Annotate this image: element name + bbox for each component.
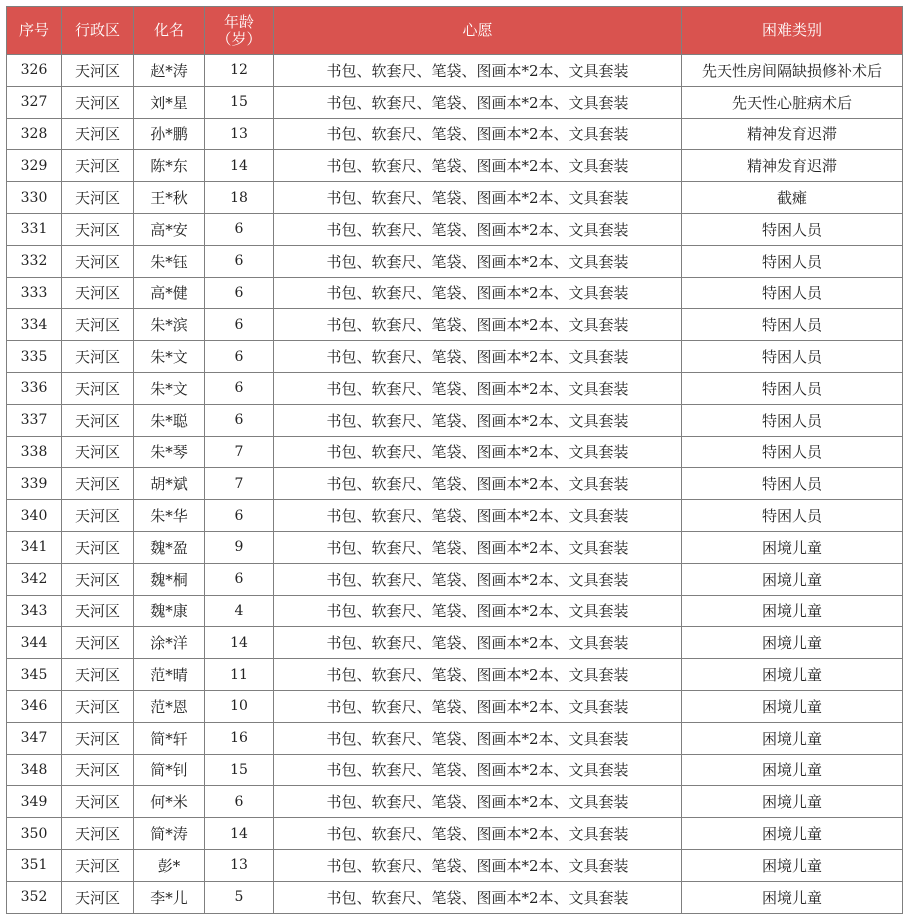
cell-alias: 朱*聪 xyxy=(134,404,205,436)
table-row xyxy=(7,372,903,404)
cell-district: 天河区 xyxy=(62,372,134,404)
cell-alias: 朱*钰 xyxy=(134,245,205,277)
cell-alias: 范*恩 xyxy=(134,690,205,722)
cell-category: 困境儿童 xyxy=(682,849,903,881)
cell-district: 天河区 xyxy=(62,404,134,436)
cell-age: 15 xyxy=(205,86,274,118)
cell-district: 天河区 xyxy=(62,849,134,881)
cell-age: 14 xyxy=(205,818,274,850)
cell-id: 347 xyxy=(7,722,62,754)
cell-alias: 彭* xyxy=(134,849,205,881)
wish-list-table xyxy=(6,6,903,914)
cell-category: 困境儿童 xyxy=(682,563,903,595)
table-row xyxy=(7,849,903,881)
table-row xyxy=(7,468,903,500)
cell-district: 天河区 xyxy=(62,690,134,722)
cell-category: 特困人员 xyxy=(682,468,903,500)
cell-id: 328 xyxy=(7,118,62,150)
cell-age: 9 xyxy=(205,531,274,563)
cell-age: 6 xyxy=(205,786,274,818)
cell-alias: 王*秋 xyxy=(134,182,205,214)
cell-alias: 赵*涛 xyxy=(134,55,205,87)
cell-category: 特困人员 xyxy=(682,245,903,277)
cell-wish: 书包、软套尺、笔袋、图画本*2本、文具套装 xyxy=(274,277,682,309)
cell-category: 先天性心脏病术后 xyxy=(682,86,903,118)
cell-id: 334 xyxy=(7,309,62,341)
cell-district: 天河区 xyxy=(62,659,134,691)
header-age xyxy=(205,7,274,55)
cell-id: 327 xyxy=(7,86,62,118)
cell-wish: 书包、软套尺、笔袋、图画本*2本、文具套装 xyxy=(274,309,682,341)
table-row xyxy=(7,213,903,245)
header-row xyxy=(7,7,903,55)
table-row xyxy=(7,595,903,627)
cell-district: 天河区 xyxy=(62,881,134,913)
table-row xyxy=(7,55,903,87)
cell-age: 6 xyxy=(205,563,274,595)
cell-age: 6 xyxy=(205,277,274,309)
cell-id: 342 xyxy=(7,563,62,595)
cell-alias: 高*健 xyxy=(134,277,205,309)
cell-age: 13 xyxy=(205,118,274,150)
cell-district: 天河区 xyxy=(62,818,134,850)
cell-wish: 书包、软套尺、笔袋、图画本*2本、文具套装 xyxy=(274,754,682,786)
header-wish: 心愿 xyxy=(274,7,682,55)
cell-alias: 范*晴 xyxy=(134,659,205,691)
cell-district: 天河区 xyxy=(62,468,134,500)
cell-wish: 书包、软套尺、笔袋、图画本*2本、文具套装 xyxy=(274,849,682,881)
cell-age: 7 xyxy=(205,468,274,500)
cell-alias: 陈*东 xyxy=(134,150,205,182)
table-row xyxy=(7,277,903,309)
cell-age: 6 xyxy=(205,500,274,532)
cell-district: 天河区 xyxy=(62,341,134,373)
cell-id: 339 xyxy=(7,468,62,500)
cell-wish: 书包、软套尺、笔袋、图画本*2本、文具套装 xyxy=(274,86,682,118)
table-row xyxy=(7,563,903,595)
cell-wish: 书包、软套尺、笔袋、图画本*2本、文具套装 xyxy=(274,404,682,436)
cell-district: 天河区 xyxy=(62,309,134,341)
table-row xyxy=(7,627,903,659)
cell-district: 天河区 xyxy=(62,436,134,468)
cell-wish: 书包、软套尺、笔袋、图画本*2本、文具套装 xyxy=(274,722,682,754)
cell-id: 333 xyxy=(7,277,62,309)
cell-id: 340 xyxy=(7,500,62,532)
cell-category: 困境儿童 xyxy=(682,595,903,627)
cell-category: 截瘫 xyxy=(682,182,903,214)
cell-district: 天河区 xyxy=(62,531,134,563)
header-id: 序号 xyxy=(7,7,62,55)
header-age-line2: （岁） xyxy=(216,29,262,48)
cell-id: 352 xyxy=(7,881,62,913)
cell-age: 12 xyxy=(205,55,274,87)
cell-id: 351 xyxy=(7,849,62,881)
cell-district: 天河区 xyxy=(62,213,134,245)
cell-age: 6 xyxy=(205,341,274,373)
cell-district: 天河区 xyxy=(62,182,134,214)
cell-wish: 书包、软套尺、笔袋、图画本*2本、文具套装 xyxy=(274,150,682,182)
table-body xyxy=(7,55,903,914)
cell-id: 349 xyxy=(7,786,62,818)
cell-district: 天河区 xyxy=(62,500,134,532)
table-row xyxy=(7,690,903,722)
cell-alias: 涂*洋 xyxy=(134,627,205,659)
cell-district: 天河区 xyxy=(62,86,134,118)
table-row xyxy=(7,881,903,913)
cell-id: 337 xyxy=(7,404,62,436)
cell-age: 14 xyxy=(205,627,274,659)
cell-age: 11 xyxy=(205,659,274,691)
cell-id: 326 xyxy=(7,55,62,87)
cell-id: 344 xyxy=(7,627,62,659)
cell-id: 343 xyxy=(7,595,62,627)
cell-district: 天河区 xyxy=(62,245,134,277)
cell-category: 特困人员 xyxy=(682,436,903,468)
cell-wish: 书包、软套尺、笔袋、图画本*2本、文具套装 xyxy=(274,55,682,87)
cell-category: 特困人员 xyxy=(682,404,903,436)
cell-wish: 书包、软套尺、笔袋、图画本*2本、文具套装 xyxy=(274,659,682,691)
cell-alias: 魏*盈 xyxy=(134,531,205,563)
table-row xyxy=(7,722,903,754)
cell-wish: 书包、软套尺、笔袋、图画本*2本、文具套装 xyxy=(274,245,682,277)
cell-id: 329 xyxy=(7,150,62,182)
table-header xyxy=(7,7,903,55)
cell-wish: 书包、软套尺、笔袋、图画本*2本、文具套装 xyxy=(274,595,682,627)
cell-alias: 魏*康 xyxy=(134,595,205,627)
cell-alias: 朱*文 xyxy=(134,341,205,373)
cell-id: 332 xyxy=(7,245,62,277)
cell-district: 天河区 xyxy=(62,55,134,87)
cell-age: 10 xyxy=(205,690,274,722)
cell-alias: 高*安 xyxy=(134,213,205,245)
header-district: 行政区 xyxy=(62,7,134,55)
cell-id: 341 xyxy=(7,531,62,563)
cell-age: 6 xyxy=(205,372,274,404)
cell-alias: 朱*文 xyxy=(134,372,205,404)
cell-age: 6 xyxy=(205,404,274,436)
table-row xyxy=(7,659,903,691)
table-row xyxy=(7,404,903,436)
cell-id: 336 xyxy=(7,372,62,404)
cell-category: 困境儿童 xyxy=(682,722,903,754)
cell-id: 346 xyxy=(7,690,62,722)
cell-category: 先天性房间隔缺损修补术后 xyxy=(682,55,903,87)
cell-alias: 孙*鹏 xyxy=(134,118,205,150)
cell-district: 天河区 xyxy=(62,722,134,754)
cell-category: 困境儿童 xyxy=(682,531,903,563)
cell-category: 特困人员 xyxy=(682,500,903,532)
cell-id: 331 xyxy=(7,213,62,245)
cell-category: 精神发育迟滞 xyxy=(682,150,903,182)
cell-category: 困境儿童 xyxy=(682,754,903,786)
table-row xyxy=(7,818,903,850)
cell-alias: 何*米 xyxy=(134,786,205,818)
cell-category: 特困人员 xyxy=(682,341,903,373)
cell-id: 335 xyxy=(7,341,62,373)
header-age-line1: 年龄 xyxy=(223,12,254,31)
cell-alias: 朱*滨 xyxy=(134,309,205,341)
cell-wish: 书包、软套尺、笔袋、图画本*2本、文具套装 xyxy=(274,500,682,532)
cell-alias: 刘*星 xyxy=(134,86,205,118)
cell-age: 13 xyxy=(205,849,274,881)
cell-alias: 魏*桐 xyxy=(134,563,205,595)
cell-category: 精神发育迟滞 xyxy=(682,118,903,150)
table-row xyxy=(7,245,903,277)
header-category: 困难类别 xyxy=(682,7,903,55)
cell-category: 困境儿童 xyxy=(682,690,903,722)
table-row xyxy=(7,309,903,341)
cell-wish: 书包、软套尺、笔袋、图画本*2本、文具套装 xyxy=(274,182,682,214)
cell-age: 4 xyxy=(205,595,274,627)
cell-wish: 书包、软套尺、笔袋、图画本*2本、文具套装 xyxy=(274,468,682,500)
cell-alias: 李*儿 xyxy=(134,881,205,913)
header-alias: 化名 xyxy=(134,7,205,55)
cell-category: 特困人员 xyxy=(682,213,903,245)
table-row xyxy=(7,786,903,818)
cell-age: 6 xyxy=(205,213,274,245)
table-row xyxy=(7,754,903,786)
cell-wish: 书包、软套尺、笔袋、图画本*2本、文具套装 xyxy=(274,436,682,468)
cell-age: 16 xyxy=(205,722,274,754)
cell-category: 特困人员 xyxy=(682,277,903,309)
cell-wish: 书包、软套尺、笔袋、图画本*2本、文具套装 xyxy=(274,690,682,722)
table-row xyxy=(7,436,903,468)
cell-district: 天河区 xyxy=(62,595,134,627)
cell-wish: 书包、软套尺、笔袋、图画本*2本、文具套装 xyxy=(274,531,682,563)
cell-district: 天河区 xyxy=(62,150,134,182)
cell-district: 天河区 xyxy=(62,627,134,659)
cell-wish: 书包、软套尺、笔袋、图画本*2本、文具套装 xyxy=(274,213,682,245)
cell-wish: 书包、软套尺、笔袋、图画本*2本、文具套装 xyxy=(274,627,682,659)
cell-district: 天河区 xyxy=(62,786,134,818)
cell-alias: 朱*琴 xyxy=(134,436,205,468)
cell-age: 15 xyxy=(205,754,274,786)
cell-alias: 胡*斌 xyxy=(134,468,205,500)
cell-wish: 书包、软套尺、笔袋、图画本*2本、文具套装 xyxy=(274,372,682,404)
cell-wish: 书包、软套尺、笔袋、图画本*2本、文具套装 xyxy=(274,818,682,850)
cell-category: 特困人员 xyxy=(682,309,903,341)
cell-district: 天河区 xyxy=(62,563,134,595)
table-row xyxy=(7,86,903,118)
cell-age: 7 xyxy=(205,436,274,468)
cell-category: 特困人员 xyxy=(682,372,903,404)
cell-age: 18 xyxy=(205,182,274,214)
cell-category: 困境儿童 xyxy=(682,881,903,913)
cell-id: 338 xyxy=(7,436,62,468)
cell-wish: 书包、软套尺、笔袋、图画本*2本、文具套装 xyxy=(274,881,682,913)
cell-category: 困境儿童 xyxy=(682,627,903,659)
table-row xyxy=(7,341,903,373)
cell-category: 困境儿童 xyxy=(682,786,903,818)
cell-id: 345 xyxy=(7,659,62,691)
table-row xyxy=(7,118,903,150)
cell-id: 330 xyxy=(7,182,62,214)
cell-district: 天河区 xyxy=(62,754,134,786)
cell-age: 5 xyxy=(205,881,274,913)
cell-alias: 简*轩 xyxy=(134,722,205,754)
cell-wish: 书包、软套尺、笔袋、图画本*2本、文具套装 xyxy=(274,563,682,595)
cell-category: 困境儿童 xyxy=(682,659,903,691)
cell-age: 14 xyxy=(205,150,274,182)
cell-alias: 简*涛 xyxy=(134,818,205,850)
cell-id: 350 xyxy=(7,818,62,850)
cell-wish: 书包、软套尺、笔袋、图画本*2本、文具套装 xyxy=(274,118,682,150)
cell-wish: 书包、软套尺、笔袋、图画本*2本、文具套装 xyxy=(274,341,682,373)
cell-district: 天河区 xyxy=(62,118,134,150)
cell-district: 天河区 xyxy=(62,277,134,309)
cell-alias: 朱*华 xyxy=(134,500,205,532)
table-row xyxy=(7,182,903,214)
cell-alias: 简*钊 xyxy=(134,754,205,786)
cell-id: 348 xyxy=(7,754,62,786)
cell-wish: 书包、软套尺、笔袋、图画本*2本、文具套装 xyxy=(274,786,682,818)
cell-age: 6 xyxy=(205,245,274,277)
cell-age: 6 xyxy=(205,309,274,341)
table-row xyxy=(7,150,903,182)
table-row xyxy=(7,500,903,532)
table-row xyxy=(7,531,903,563)
wish-list-table-container xyxy=(6,6,903,914)
cell-category: 困境儿童 xyxy=(682,818,903,850)
